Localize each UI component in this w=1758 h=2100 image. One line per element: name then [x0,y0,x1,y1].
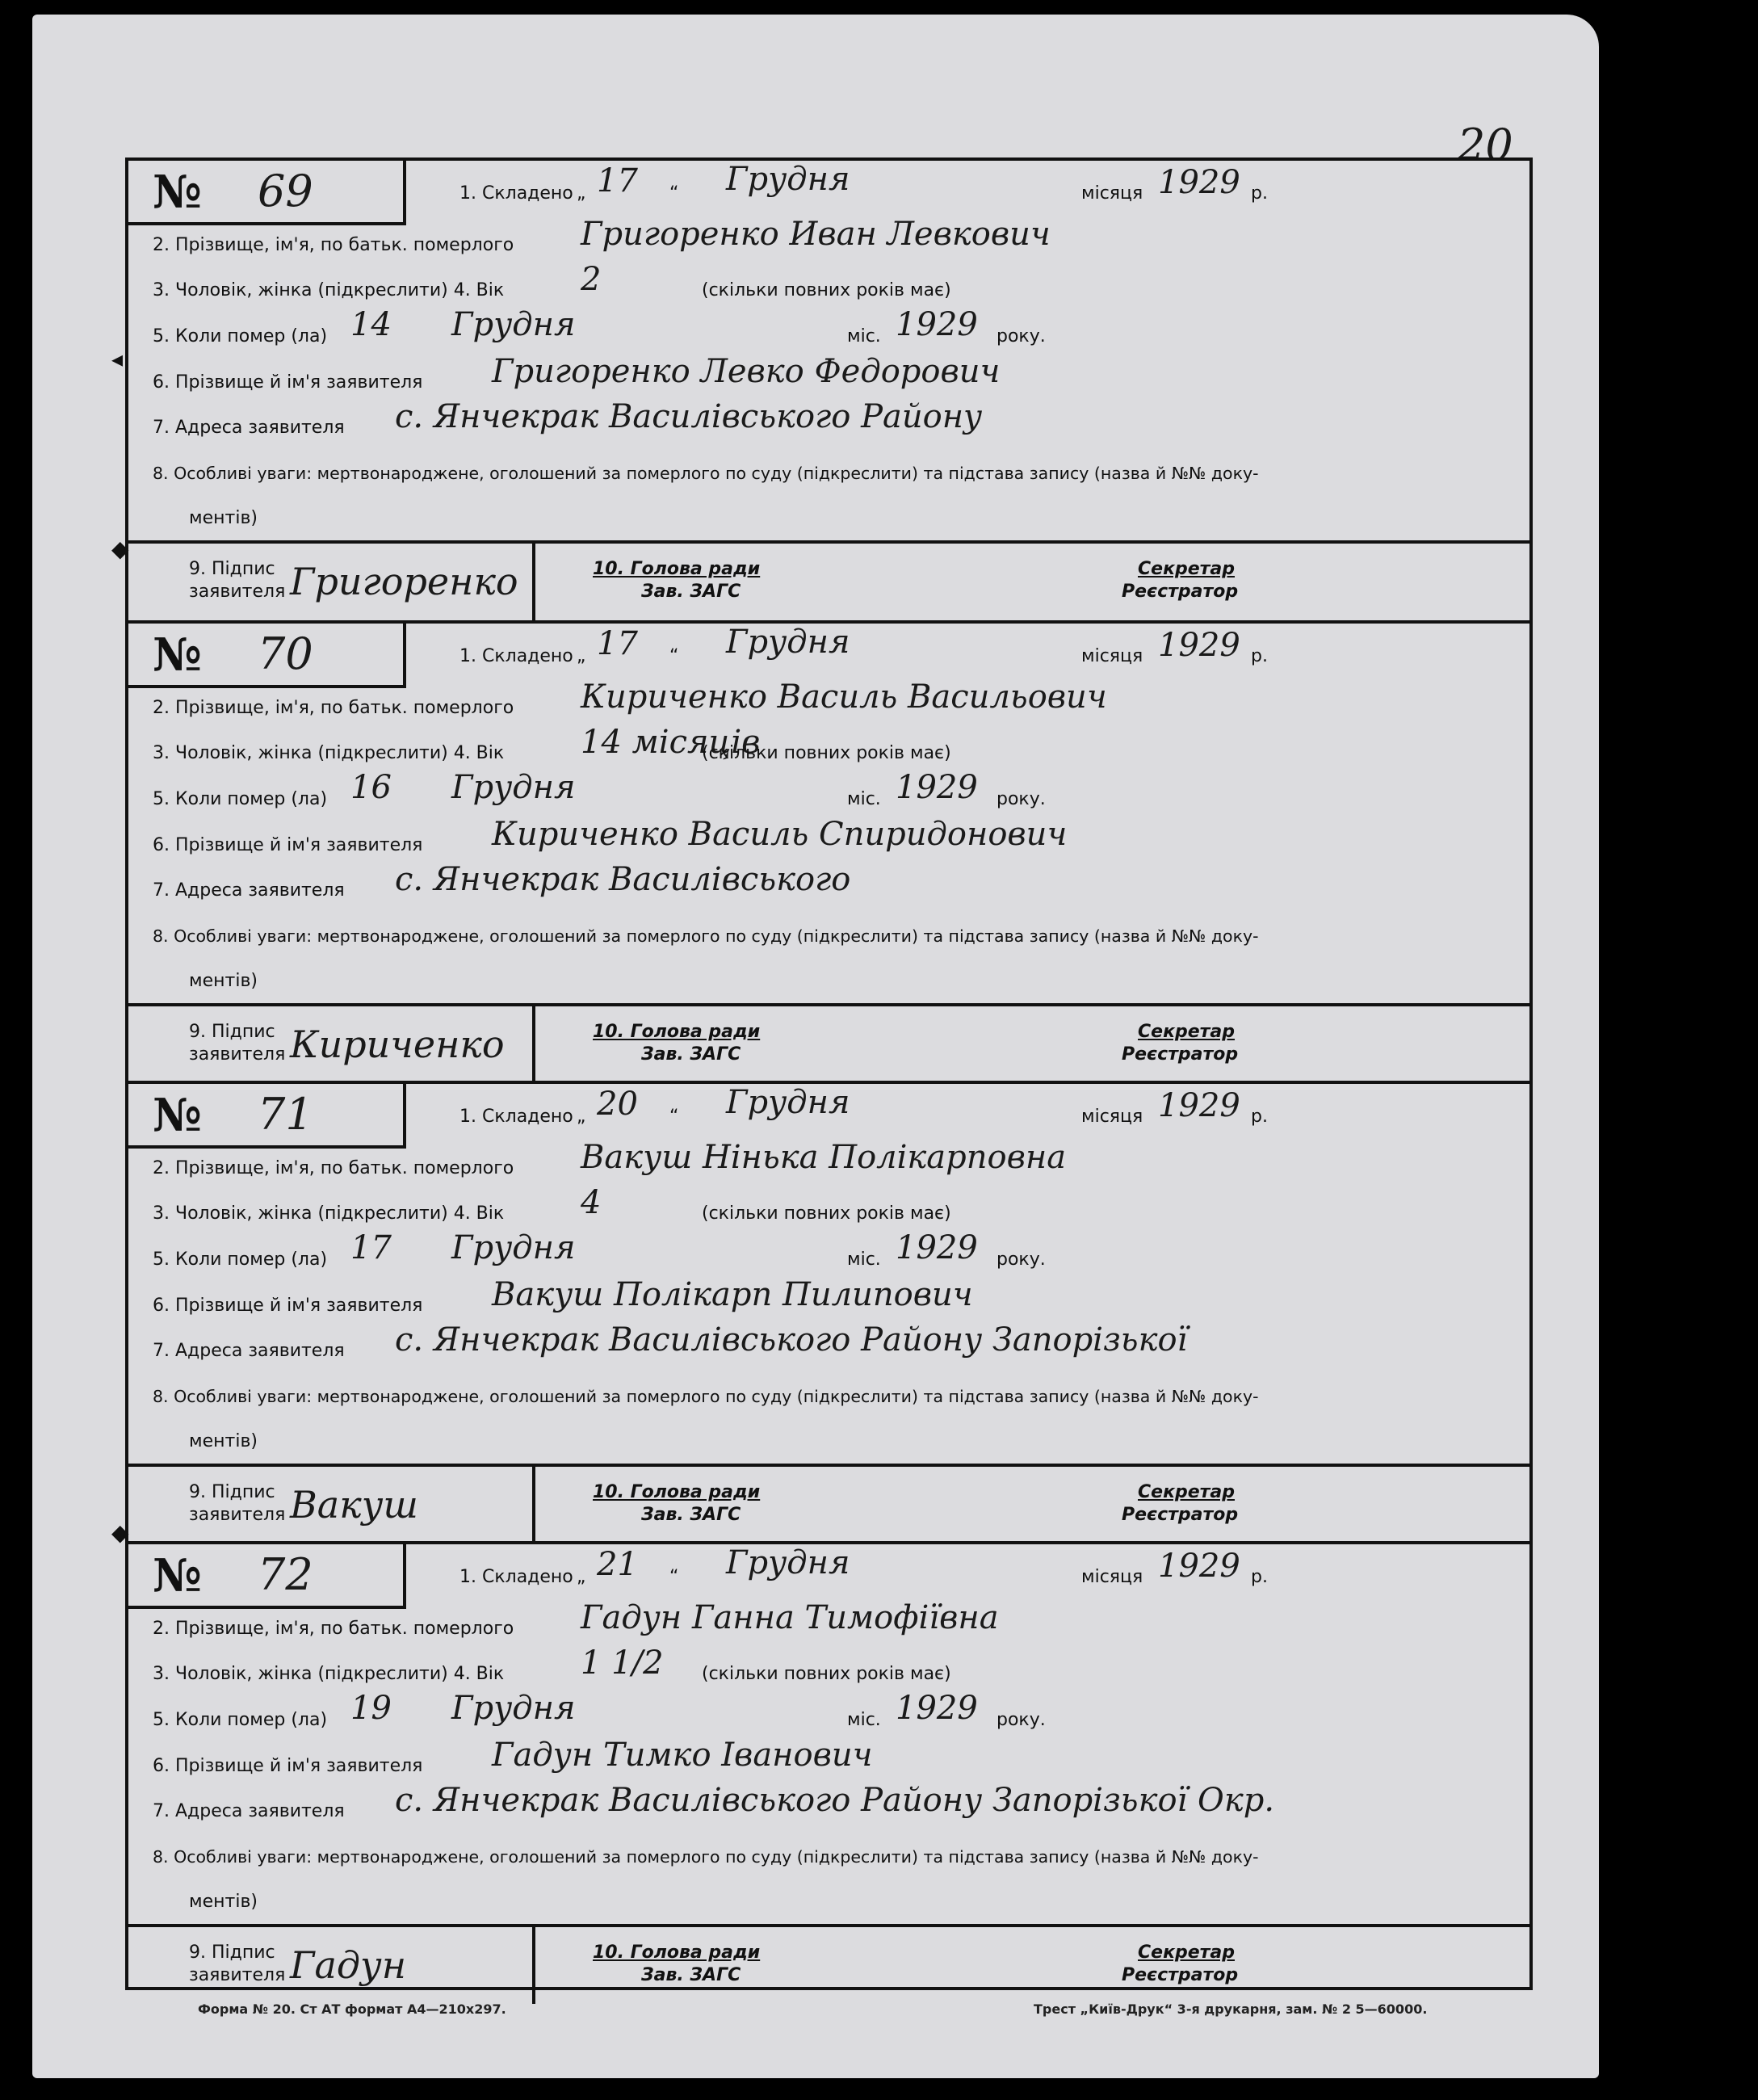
composed-day: 20 [597,1086,638,1123]
signature-label-line1: 9. Підпис [189,559,275,579]
died-month: Грудня [451,769,576,806]
signature-label-line1: 9. Підпис [189,1022,275,1042]
number-sign: № [153,1549,202,1602]
deceased-age: 1 1/2 [581,1644,664,1682]
died-year: 1929 [896,769,978,806]
signature-label [189,558,285,603]
composed-label: 1. Складено [459,1567,573,1587]
composed-year: 1929 [1158,627,1240,664]
record-number-box [128,624,406,688]
signature-label-line2: заявителя [189,1044,286,1065]
died-month: Грудня [451,306,576,343]
quote-close: “ [669,1107,679,1127]
died-day: 16 [350,769,392,806]
number-sign: № [153,628,202,682]
roku-label: року. [996,1710,1046,1730]
composed-month: Грудня [726,624,850,661]
deceased-name: Вакуш Нінька Полікарповна [581,1139,1067,1176]
notes-label-cont: ментів) [189,971,258,991]
month-label: місяця [1081,183,1143,204]
deceased-name: Кириченко Василь Васильович [581,678,1107,716]
composed-label: 1. Складено [459,1107,573,1127]
zags-label: Зав. ЗАГС [641,1965,741,1985]
signature-row [128,1003,1529,1083]
quote-open: „ [577,1567,586,1587]
notes-label: 8. Особливі уваги: мертвонароджене, оголошений за померлого по суду (підкреслити) та підстава запису (назва й №№ доку- [153,1387,1259,1406]
died-day: 19 [350,1690,392,1727]
notes-label-cont: ментів) [189,1431,258,1451]
signature-divider [532,1927,535,2004]
roku-label: року. [996,326,1046,346]
quote-close: “ [669,646,679,666]
secretary-label: Секретар [1138,559,1236,579]
deceased-name-label: 2. Прізвище, ім'я, по батьк. померлого [153,698,514,718]
signature-label-line2: заявителя [189,1505,286,1525]
year-suffix: р. [1251,183,1268,204]
head-label [593,558,760,603]
died-year: 1929 [896,1229,978,1266]
composed-day: 17 [597,625,638,662]
died-year: 1929 [896,306,978,343]
composed-month: Грудня [726,161,850,198]
month-label: місяця [1081,646,1143,666]
applicant-label: 6. Прізвище й ім'я заявителя [153,1756,423,1776]
deceased-name: Григоренко Иван Левкович [581,216,1051,253]
record-number: 72 [258,1549,313,1600]
deceased-name-label: 2. Прізвище, ім'я, по батьк. померлого [153,1619,514,1639]
applicant-address: с. Янчекрак Василівського [395,861,851,898]
head-council-label: 10. Голова ради [593,1022,761,1042]
signature-row [128,1924,1529,2004]
signature-divider [532,544,535,620]
head-council-label: 10. Голова ради [593,1942,761,1963]
died-label: 5. Коли помер (ла) [153,789,328,809]
died-month: Грудня [451,1229,576,1266]
head-council-label: 10. Голова ради [593,559,761,579]
mis-label: міс. [847,1250,881,1270]
zags-label: Зав. ЗАГС [641,582,741,602]
died-label: 5. Коли помер (ла) [153,1710,328,1730]
address-label: 7. Адреса заявителя [153,880,345,901]
mis-label: міс. [847,1710,881,1730]
signature-label [189,1481,285,1527]
record-number: 69 [258,166,313,216]
age-note: (скільки повних років має) [702,743,951,763]
quote-close: “ [669,1567,679,1587]
notes-label: 8. Особливі уваги: мертвонароджене, оголошений за померлого по суду (підкреслити) та підстава запису (назва й №№ доку- [153,1847,1259,1867]
registrar-label: Реєстратор [1122,582,1239,602]
applicant-signature: Кириченко [290,1023,505,1066]
record-number: 70 [258,628,313,679]
applicant-address: с. Янчекрак Василівського Району Запорізької Окр. [395,1782,1275,1819]
deceased-age: 2 [581,261,602,298]
margin-mark: ◂ [111,347,124,372]
record-number: 71 [258,1089,313,1140]
signature-label-line1: 9. Підпис [189,1482,275,1502]
zags-label: Зав. ЗАГС [641,1044,741,1065]
footer-left: Форма № 20. Ст АТ формат А4—210х297. [198,2001,506,2017]
head-label [593,1021,760,1066]
deceased-age: 14 місяців [581,724,761,761]
year-suffix: р. [1251,1567,1268,1587]
registrar-label: Реєстратор [1122,1505,1239,1525]
age-note: (скільки повних років має) [702,1203,951,1224]
composed-year: 1929 [1158,164,1240,201]
deceased-age: 4 [581,1184,602,1221]
address-label: 7. Адреса заявителя [153,418,345,438]
composed-month: Грудня [726,1544,850,1581]
composed-day: 17 [597,162,638,200]
composed-label: 1. Складено [459,646,573,666]
age-note: (скільки повних років має) [702,1664,951,1684]
registrar-label: Реєстратор [1122,1965,1239,1985]
footer-right: Трест „Київ-Друк“ 3-я друкарня, зам. № 2 5—60000. [1034,2001,1428,2017]
address-label: 7. Адреса заявителя [153,1801,345,1821]
notes-label: 8. Особливі уваги: мертвонароджене, оголошений за померлого по суду (підкреслити) та підстава запису (назва й №№ доку- [153,926,1259,946]
secretary-block [1122,1942,1238,1987]
number-sign: № [153,1089,202,1142]
applicant-address: с. Янчекрак Василівського Району Запорізької [395,1321,1188,1359]
registrar-label: Реєстратор [1122,1044,1239,1065]
composed-day: 21 [597,1546,638,1583]
year-suffix: р. [1251,1107,1268,1127]
signature-row [128,1464,1529,1544]
notes-label-cont: ментів) [189,508,258,528]
month-label: місяця [1081,1567,1143,1587]
applicant-name: Кириченко Василь Спиридонович [492,816,1068,853]
died-label: 5. Коли помер (ла) [153,1250,328,1270]
mis-label: міс. [847,326,881,346]
died-label: 5. Коли помер (ла) [153,326,328,346]
death-record [128,1081,1529,1544]
zags-label: Зав. ЗАГС [641,1505,741,1525]
applicant-address: с. Янчекрак Василівського Району [395,398,983,435]
applicant-signature: Григоренко [290,560,518,603]
month-label: місяця [1081,1107,1143,1127]
deceased-name: Гадун Ганна Тимофіївна [581,1599,999,1636]
death-register-form [125,158,1533,1990]
notes-label: 8. Особливі уваги: мертвонароджене, оголошений за померлого по суду (підкреслити) та підстава запису (назва й №№ доку- [153,464,1259,483]
deceased-name-label: 2. Прізвище, ім'я, по батьк. померлого [153,1158,514,1178]
secretary-label: Секретар [1138,1022,1236,1042]
died-year: 1929 [896,1690,978,1727]
record-number-box [128,161,406,225]
record-number-box [128,1084,406,1149]
margin-mark: ◆ [111,1521,129,1546]
secretary-label: Секретар [1138,1482,1236,1502]
notes-label-cont: ментів) [189,1892,258,1912]
signature-label [189,1942,285,1987]
quote-open: „ [577,1107,586,1127]
record-number-box [128,1544,406,1609]
sex-age-label: 3. Чоловік, жінка (підкреслити) 4. Вік [153,1664,505,1684]
composed-month: Грудня [726,1084,850,1121]
death-record [128,620,1529,1083]
number-sign: № [153,166,202,219]
applicant-label: 6. Прізвище й ім'я заявителя [153,1296,423,1316]
sex-age-label: 3. Чоловік, жінка (підкреслити) 4. Вік [153,1203,505,1224]
head-label [593,1942,760,1987]
secretary-block [1122,1481,1238,1527]
margin-mark: ◆ [111,537,129,562]
composed-year: 1929 [1158,1087,1240,1124]
roku-label: року. [996,789,1046,809]
death-record [128,158,1529,620]
sex-age-label: 3. Чоловік, жінка (підкреслити) 4. Вік [153,280,505,300]
page-number: 20 [1458,120,1513,170]
quote-close: “ [669,183,679,204]
head-council-label: 10. Голова ради [593,1482,761,1502]
signature-label [189,1021,285,1066]
year-suffix: р. [1251,646,1268,666]
age-note: (скільки повних років має) [702,280,951,300]
applicant-name: Вакуш Полікарп Пилипович [492,1276,973,1313]
applicant-name: Григоренко Левко Федорович [492,353,1001,390]
roku-label: року. [996,1250,1046,1270]
applicant-label: 6. Прізвище й ім'я заявителя [153,372,423,393]
secretary-label: Секретар [1138,1942,1236,1963]
signature-label-line1: 9. Підпис [189,1942,275,1963]
composed-label: 1. Складено [459,183,573,204]
composed-year: 1929 [1158,1548,1240,1585]
applicant-label: 6. Прізвище й ім'я заявителя [153,835,423,855]
deceased-name-label: 2. Прізвище, ім'я, по батьк. померлого [153,235,514,255]
signature-label-line2: заявителя [189,582,286,602]
secretary-block [1122,558,1238,603]
head-label [593,1481,760,1527]
applicant-signature: Гадун [290,1943,407,1987]
died-day: 17 [350,1229,392,1266]
signature-row [128,540,1529,620]
address-label: 7. Адреса заявителя [153,1341,345,1361]
signature-label-line2: заявителя [189,1965,286,1985]
signature-divider [532,1467,535,1544]
applicant-signature: Вакуш [290,1483,418,1527]
secretary-block [1122,1021,1238,1066]
quote-open: „ [577,183,586,204]
mis-label: міс. [847,789,881,809]
quote-open: „ [577,646,586,666]
signature-divider [532,1006,535,1083]
applicant-name: Гадун Тимко Іванович [492,1737,873,1774]
sex-age-label: 3. Чоловік, жінка (підкреслити) 4. Вік [153,743,505,763]
death-record [128,1541,1529,2004]
died-day: 14 [350,306,392,343]
died-month: Грудня [451,1690,576,1727]
